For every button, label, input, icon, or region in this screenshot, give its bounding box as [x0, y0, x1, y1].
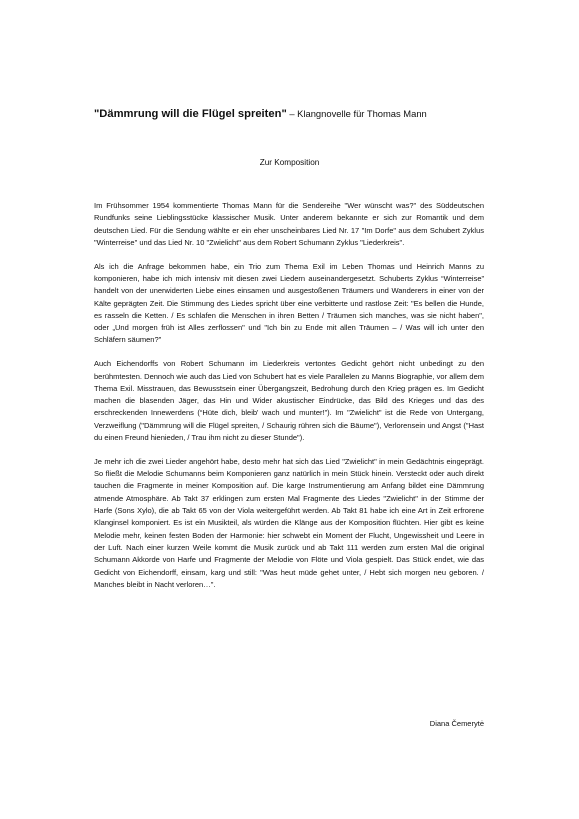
paragraph-4: Je mehr ich die zwei Lieder angehört habe, desto mehr hat sich das Lied "Zwielicht" in mein Gedächtnis eingeprägt. So fließt die Melodie Schumanns beim Komponieren ganz natürlich in mein Stück hinein. Versteckt oder auch direkt tauchen die Fragmente in meiner Komposition auf. Die karge Instrumentierung am Anfang bildet eine Dämmrung atmende Atmosphäre. Ab Takt 37 erklingen zum ersten Mal Fragmente des Liedes "Zwielicht" in der Stimme der Harfe (Sons Xylo), die ab Takt 65 von der Viola weitergeführt werden. Ab Takt 81 habe ich eine Art in Zeit erfrorene Klanginsel komponiert. Es ist ein Musikteil, als würden die Klänge aus der Komposition flüchten. Hier gibt es keine Melodie mehr, keinen festen Boden der Harmonie: hier schwebt ein Moment der Flucht, Ungewissheit und Leere in der Luft. Nach einer kurzen Weile kommt die Musik zurück und ab Takt 111 werden zum ersten Mal die original Schumann Akkorde von Harfe und Fragmente der Melodie von Flöte und Viola gespielt. Das Stück endet, wie das Gedicht von Eichendorff, einsam, karg und still: "Was heut müde gehet unter, / Hebt sich morgen neu geboren. / Manches bleibt in Nacht verloren…". [94, 456, 484, 589]
title-sub: – Klangnovelle für Thomas Mann [286, 108, 427, 119]
document-title [94, 108, 514, 120]
section-heading: Zur Komposition [259, 158, 320, 167]
body-text [94, 200, 484, 603]
paragraph-1: Im Frühsommer 1954 kommentierte Thomas Mann für die Sendereihe "Wer wünscht was?" des Süddeutschen Rundfunks seine Lieblingsstücke klassischer Musik. Unter anderem bekannte er sich zur Romantik und dem deutschen Lied. Für die Sendung wählte er ein eher unscheinbares Lied Nr. 17 "Im Dorfe" aus dem Schubert Zyklus "Winterreise" und das Lied Nr. 10 "Zwielicht" aus dem Robert Schumann Zyklus "Liederkreis". [94, 201, 484, 247]
paragraph-3: Auch Eichendorffs von Robert Schumann im Liederkreis vertontes Gedicht gehört nicht unbedingt zu den berühmtesten. Dennoch wie auch das Lied von Schubert hat es viele Parallelen zu Manns Biographie, vor allem dem Thema Exil. Misstrauen, das Bewusstsein einer Übergangszeit, Bedrohung durch den Krieg prägen es. Im Gedicht machen die blasenden Jäger, das Hin und Wider akustischer Eindrücke, das Bild des Krieges und das des erschreckenden Innewerdens (“Hüte dich, bleib' wach und munter!”). Im "Zwielicht" ist die Rede von Untergang, Verzweiflung ("Dämmrung will die Flügel spreiten, / Schaurig rühren sich die Bäume"), Verlorensein und Angst ("Hast du einen Freund hienieden, / Trau ihm nicht zu dieser Stunde"). [94, 359, 484, 443]
title-main: "Dämmrung will die Flügel spreiten" [94, 108, 287, 120]
paragraph-2: Als ich die Anfrage bekommen habe, ein Trio zum Thema Exil im Leben Thomas und Heinrich Manns zu komponieren, habe ich mich intensiv mit diesen zwei Liedern auseinandergesetzt. Schuberts Zyklus “Winterreise” handelt von der unerwiderten Liebe eines einsamen und ausgestoßenen Träumers und Wanderers in einer von der Kälte geprägten Zeit. Die Stimmung des Liedes spricht über eine verbitterte und rastlose Zeit: "Es bellen die Hunde, es rasseln die Ketten. / Es schlafen die Menschen in ihren Betten / Träumen sich manches, was sie nicht haben", oder „Und morgen früh ist Alles zerflossen" und "Ich bin zu Ende mit allen Träumen – / Was will ich unter den Schläfern säumen?" [94, 261, 484, 345]
author-signature: Diana Čemerytė [429, 719, 484, 728]
